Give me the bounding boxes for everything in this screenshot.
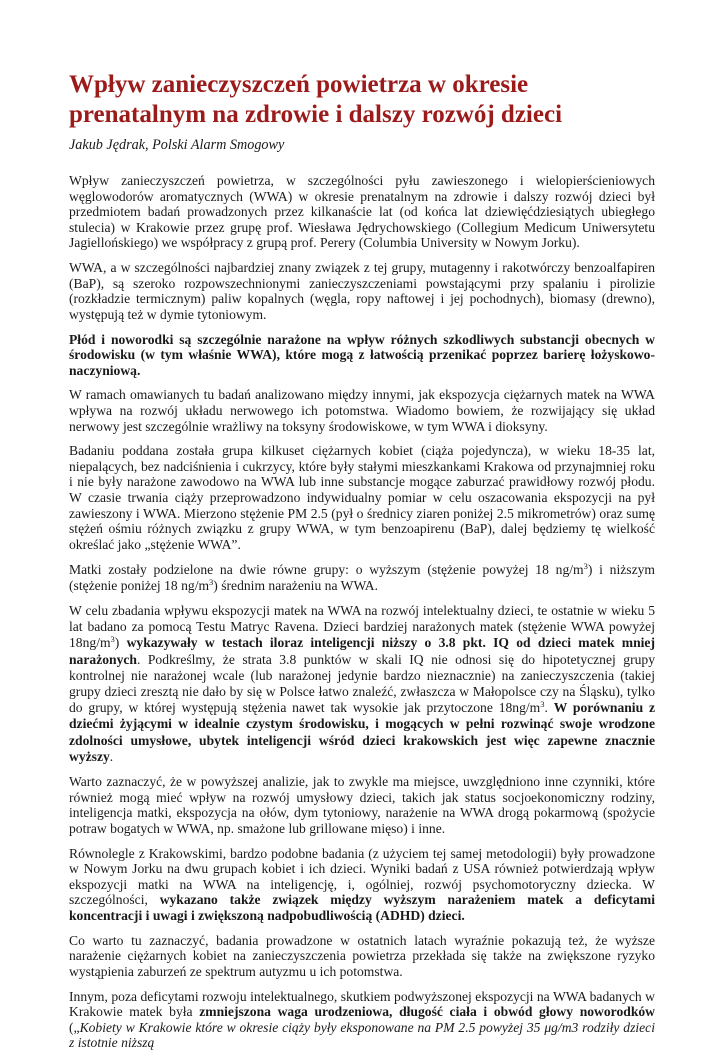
text-span: („ <box>69 1019 80 1035</box>
paragraph-autism: Co warto tu zaznaczyć, badania prowadzone w ostatnich latach wyraźnie pokazują też, że wyższe narażenie ciężarnych kobiet na zanieczyszczenia powietrza przekłada się także na zwiększone ryzyko wystąpienia zaburzeń ze spektrum autyzmu u ich potomstwa. <box>69 932 655 979</box>
paragraph-wwa: WWA, a w szczególności najbardziej znany związek z tej grupy, mutagenny i rakotwórczy benzoalfapiren (BaP), są szeroko rozpowszechnionymi zanieczyszczeniami powstającymi przy spalaniu i pirolizie (rozkładzie termicznym) paliw kopalnych (węgla, ropy naftowej i jej pochodnych), biomasy (drewno), występują też w dymie tytoniowym. <box>69 260 655 322</box>
bold-text: wykazano także związek między wyższym narażeniem matek a deficytami koncentracji i uwagi i zwiększoną nadpobudliwością (ADHD) dzieci. <box>69 892 655 923</box>
superscript: 3 <box>110 634 115 645</box>
document-title: Wpływ zanieczyszczeń powietrza w okresie prenatalnym na zdrowie i dalszy rozwój dzieci <box>69 71 563 128</box>
paragraph-exposure-groups <box>69 562 655 594</box>
document-body <box>69 173 655 1051</box>
text-span: . <box>109 748 114 764</box>
paragraph-intro: Wpływ zanieczyszczeń powietrza, w szczególności pyłu zawieszonego i wielopierścieniowych węglowodorów aromatycznych (WWA) w okresie prenatalnym na zdrowie i dalszy rozwój dzieci był przedmiotem badań prowadzonych przez kilkanaście lat (od końca lat dziewięćdziesiątych ubiegłego stulecia) w Krakowie przez grupę prof. Wiesława Jędrychowskiego (Collegium Medicum Uniwersytetu Jagiellońskiego) we współpracy z grupą prof. Perery (Columbia University w Nowym Jorku). <box>69 173 655 251</box>
superscript: 3 <box>209 576 214 587</box>
paragraph-nervous-system: W ramach omawianych tu badań analizowano między innymi, jak ekspozycja ciężarnych matek na WWA wpływa na rozwój układu nerwowego ich potomstwa. Wiadomo bowiem, że rozwijający się układ nerwowy jest szczególnie wrażliwy na toksyny środowiskowe, w tym WWA i dioksyny. <box>69 387 655 434</box>
text-span: . <box>544 700 554 716</box>
italic-quote: Kobiety w Krakowie które w okresie ciąży były eksponowane na PM 2.5 powyżej 35 μg/m3 rodziły dzieci z istotnie niższą <box>69 1019 655 1051</box>
superscript: 3 <box>540 699 545 710</box>
text-span: ) i niższym (stężenie poniżej 18 ng/m <box>69 561 655 593</box>
text-span: W celu zbadania wpływu ekspozycji matek na WWA na rozwój intelektualny dzieci, te ostatnie w wieku 5 lat badano za pomocą Testu Matryc Ravena. Dzieci bardziej narażonych matek (stężenie WWA powyżej 18ng/m <box>69 603 655 651</box>
text-span: ) <box>114 635 127 651</box>
paragraph-new-york-study <box>69 846 655 924</box>
superscript: 3 <box>583 560 588 571</box>
paragraph-iq-results <box>69 603 655 765</box>
paragraph-study-group: Badaniu poddana została grupa kilkuset ciężarnych kobiet (ciąża pojedyncza), w wieku 18-35 lat, niepalących, bez nadciśnienia i cukrzycy, które były stałymi mieszkankami Krakowa od przynajmniej roku i nie były narażone zawodowo na WWA lub inne substancje mogące zaburzać prawidłowy rozwój płodu. W czasie trwania ciąży przeprowadzono indywidualny pomiar w celu oszacowania ekspozycji na pył zawieszony i WWA. Mierzono stężenie PM 2.5 (pył o średnicy ziaren poniżej 2.5 mikrometrów) oraz sumę stężeń ośmiu różnych związku z grupy WWA, w tym benzoapirenu (BaP), dalej będziemy tę wielkość określać jako „stężenie WWA”. <box>69 443 655 552</box>
text-span: ) średnim narażeniu na WWA. <box>213 577 378 593</box>
bold-text: zmniejszona waga urodzeniowa, długość ciała i obwód głowy noworodków <box>199 1004 655 1020</box>
bold-text: wykazywały w testach iloraz inteligencji niższy o 3.8 pkt. IQ od dzieci matek mniej narażonych <box>69 635 655 667</box>
text-span: Innym, poza deficytami rozwoju intelektualnego, skutkiem podwyższonej ekspozycji na WWA badanych w Krakowie matek była <box>69 988 655 1020</box>
bold-text: Płód i noworodki są szczególnie narażone na wpływ różnych szkodliwych substancji obecnych w środowisku (w tym właśnie WWA), które mogą z łatwością przenikać poprzez barierę łożyskowo-naczyniową. <box>69 331 655 378</box>
text-span: Matki zostały podzielone na dwie równe grupy: o wyższym (stężenie powyżej 18 ng/m <box>69 561 584 577</box>
text-span: . Podkreślmy, że strata 3.8 punktów w skali IQ nie odnosi się do hipotetycznej grupy kontrolnej nie narażonej wcale (lub narażonej jedynie bardzo nieznacznie) na zanieczyszczenia (takiej grupy dzieci zresztą nie dało by się w Polsce łatwo znaleźć, zwłaszcza w Małopolsce czy na Śląsku), tylko do grupy, w której występują stężenia nawet tak wysokie jak przytoczone 18ng/m <box>69 651 655 716</box>
document-page <box>69 70 655 1060</box>
paragraph-birth-weight <box>69 989 655 1051</box>
paragraph-confounders: Warto zaznaczyć, że w powyższej analizie, jak to zwykle ma miejsce, uwzględniono inne czynniki, które również mogą mieć wpływ na rozwój umysłowy dzieci, takich jak status socjoekonomiczny rodziny, inteligencja matki, ekspozycja na ołów, dym tytoniowy, narażenie na WWA drogą pokarmową (spożycie potraw bogatych w WWA, np. smażone lub grillowane mięso) i inne. <box>69 774 655 836</box>
author-line: Jakub Jędrak, Polski Alarm Smogowy <box>69 137 285 153</box>
bold-text: W porównaniu z dziećmi żyjącymi w idealnie czystym środowisku, i mogących w pełni rozwinąć swoje wrodzone zdolności umysłowe, ubytek inteligencji wśród dzieci krakowskich jest więc zapewne znacznie wyższy <box>69 700 656 764</box>
text-span: Równolegle z Krakowskimi, bardzo podobne badania (z użyciem tej samej metodologii) były prowadzone w Nowym Jorku na dwu grupach kobiet i ich dzieci. Wyniki badań z USA również potwierdzają wpływ ekspozycji matki na WWA na inteligencję, i, ogólniej, rozwój psychomotoryczny dziecka. W szczególności, <box>69 845 655 908</box>
paragraph-fetus-exposure <box>69 332 655 379</box>
